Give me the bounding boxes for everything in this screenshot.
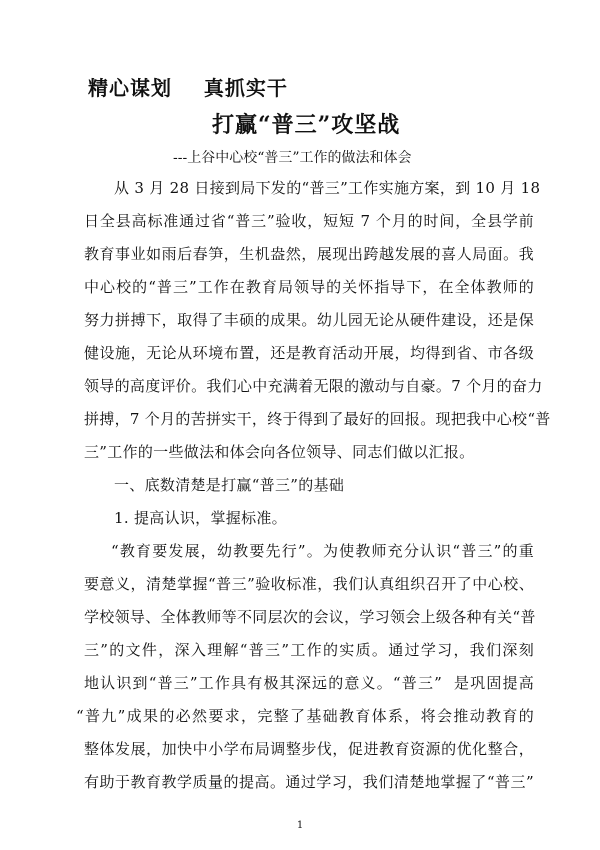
body-line: 从 3 月 28 日接到局下发的“普三”工作实施方案，到 10 月 18 bbox=[114, 179, 541, 197]
title-line-1: 精心谋划 真抓实干 bbox=[88, 76, 288, 100]
body-line: 三”的文件，深入理解“普三”工作的实质。通过学习，我们深刻 bbox=[84, 641, 534, 659]
body-line: 拼搏，7 个月的苦拼实干，终于得到了最好的回报。现把我中心校“普 bbox=[84, 410, 551, 428]
body-line: 日全县高标准通过省“普三”验收，短短 7 个月的时间，全县学前 bbox=[84, 212, 534, 230]
body-line: 领导的高度评价。我们心中充满着无限的激动与自豪。7 个月的奋力 bbox=[84, 377, 543, 395]
body-line: 中心校的“普三”工作在教育局领导的关怀指导下，在全体教师的 bbox=[84, 278, 534, 296]
body-line: 三”工作的一些做法和体会向各位领导、同志们做以汇报。 bbox=[84, 443, 475, 461]
body-line: 努力拼搏下，取得了丰硕的成果。幼儿园无论从硬件建设，还是保 bbox=[84, 311, 534, 329]
body-line: 健设施，无论从环境布置，还是教育活动开展，均得到省、市各级 bbox=[84, 344, 534, 362]
subtitle: ---上谷中心校“普三”工作的做法和体会 bbox=[173, 150, 412, 166]
body-line: 学校领导、全体教师等不同层次的会议，学习领会上级各种有关“普 bbox=[84, 608, 536, 626]
body-line: “普九”成果的必然要求，完整了基础教育体系，将会推动教育的 bbox=[76, 707, 534, 725]
body-line: 要意义，清楚掌握“普三”验收标准，我们认真组织召开了中心校、 bbox=[84, 575, 534, 593]
section-heading: 一、底数清楚是打赢“普三”的基础 bbox=[114, 476, 345, 494]
body-line: 教育事业如雨后春笋，生机盎然，展现出跨越发展的喜人局面。我 bbox=[84, 245, 534, 263]
title-line-2: 打赢“普三”攻坚战 bbox=[212, 112, 401, 138]
page-number: 1 bbox=[296, 820, 304, 831]
body-line: 地认识到“普三”工作具有极其深远的意义。“普三” 是巩固提高 bbox=[84, 674, 534, 692]
body-line: 整体发展，加快中小学布局调整步伐，促进教育资源的优化整合， bbox=[84, 740, 534, 758]
subsection-heading: 1. 提高认识，掌握标准。 bbox=[114, 509, 287, 527]
body-line: “教育要发展，幼教要先行”。为使教师充分认识“普三”的重 bbox=[111, 542, 534, 560]
body-line: 有助于教育教学质量的提高。通过学习，我们清楚地掌握了“普三” bbox=[84, 773, 534, 791]
